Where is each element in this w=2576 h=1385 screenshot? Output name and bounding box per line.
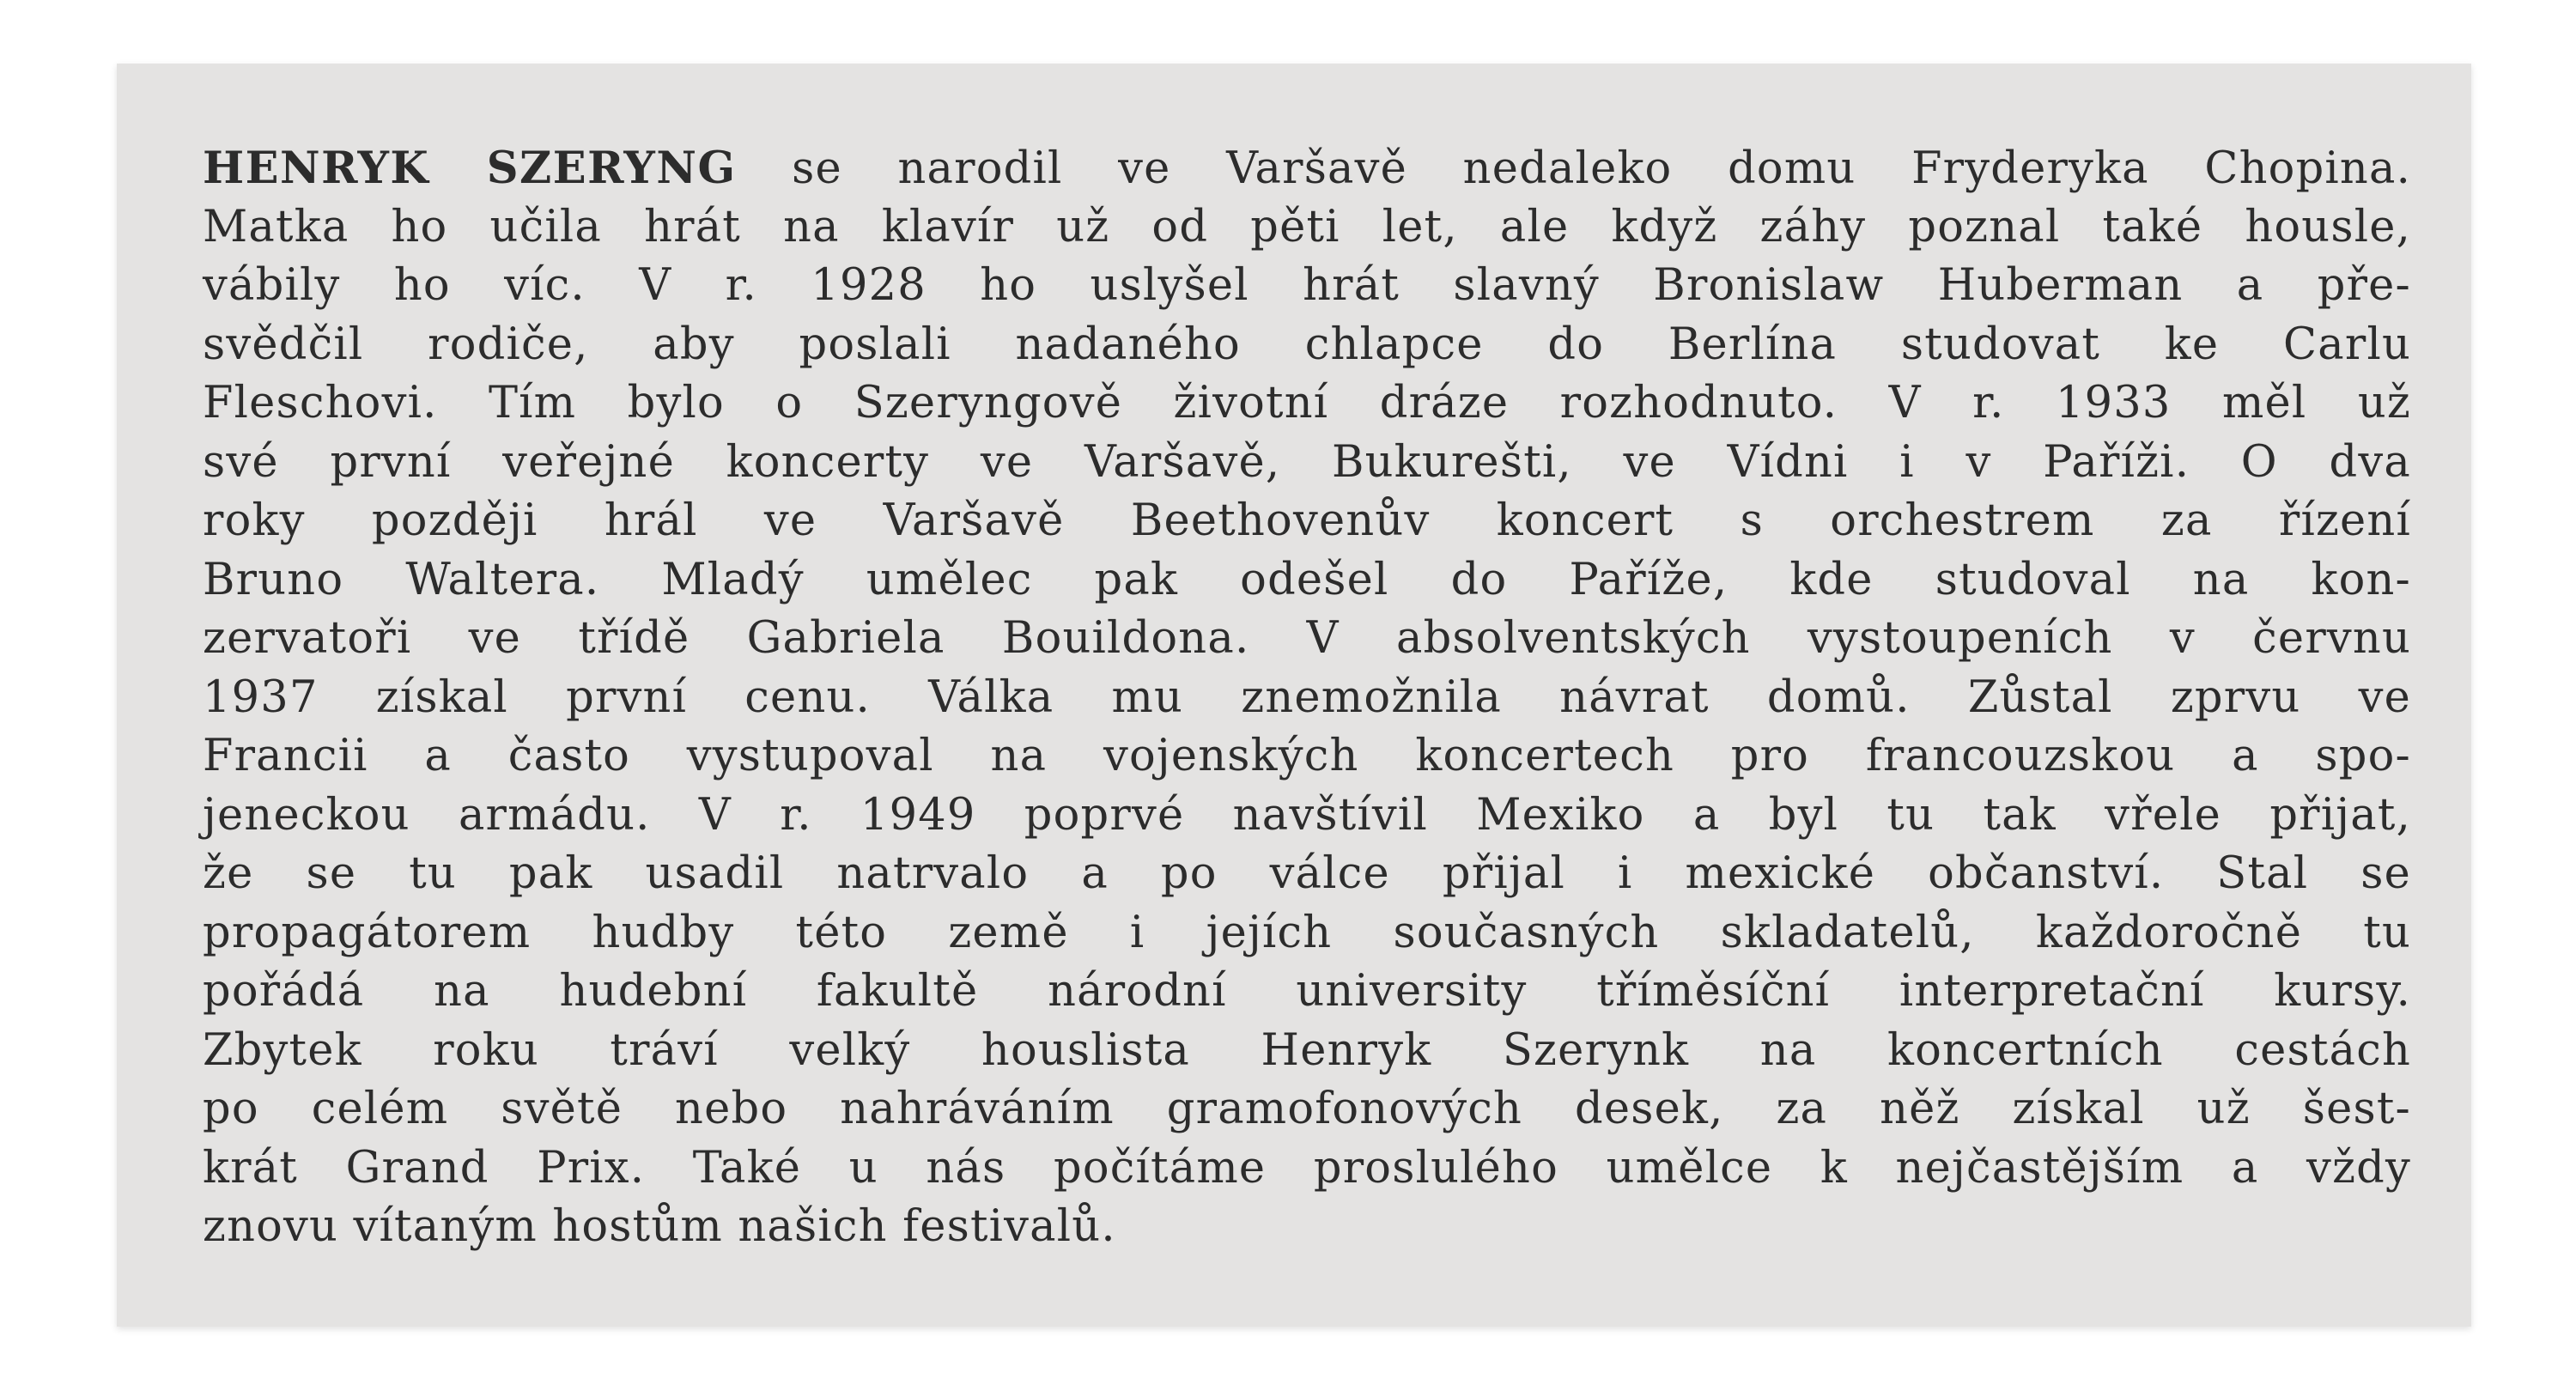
text-line: roky později hrál ve Varšavě Beethovenův koncert s orchestrem za řízení xyxy=(203,495,2411,546)
text-line: svědčil rodiče, aby poslali nadaného chlapce do Berlína studovat ke Carlu xyxy=(203,319,2411,370)
text-line: pořádá na hudební fakultě národní university tříměsíční interpretační kursy. xyxy=(203,966,2411,1017)
text-line-last: znovu vítaným hostům našich festivalů. xyxy=(203,1201,1116,1252)
text-line: Fleschovi. Tím bylo o Szeryngově životní dráze rozhodnuto. V r. 1933 měl už xyxy=(203,378,2411,428)
printed-card xyxy=(117,64,2471,1327)
text-line: zervatoři ve třídě Gabriela Bouildona. V absolventských vystoupeních v červnu xyxy=(203,613,2411,664)
text-line: Bruno Waltera. Mladý umělec pak odešel do Paříže, kde studoval na kon- xyxy=(203,554,2411,605)
lead-name: HENRYK SZERYNG xyxy=(203,143,737,194)
text-line-1 xyxy=(203,139,2411,198)
text-line: propagátorem hudby této země i jejích současných skladatelů, každoročně tu xyxy=(203,907,2411,958)
text-line: po celém světě nebo nahráváním gramofonových desek, za něž získal už šest- xyxy=(203,1084,2411,1134)
text-line: Francii a často vystupoval na vojenských koncertech pro francouzskou a spo- xyxy=(203,731,2411,781)
text-line: vábily ho víc. V r. 1928 ho uslyšel hrát slavný Bronislaw Huberman a pře- xyxy=(203,260,2411,311)
text-line: krát Grand Prix. Také u nás počítáme proslulého umělce k nejčastějším a vždy xyxy=(203,1142,2411,1194)
biography-text xyxy=(203,139,2411,1257)
first-line-rest: se narodil ve Varšavě nedaleko domu Fryderyka Chopina. xyxy=(736,143,2411,194)
text-line: jeneckou armádu. V r. 1949 poprvé navštívil Mexiko a byl tu tak vřele přijat, xyxy=(203,789,2411,841)
text-line: že se tu pak usadil natrvalo a po válce přijal i mexické občanství. Stal se xyxy=(203,848,2411,899)
text-line: 1937 získal první cenu. Válka mu znemožnila návrat domů. Zůstal zprvu ve xyxy=(203,671,2411,723)
text-line: své první veřejné koncerty ve Varšavě, Bukurešti, ve Vídni i v Paříži. O dva xyxy=(203,436,2411,488)
text-line: Zbytek roku tráví velký houslista Henryk Szerynk na koncertních cestách xyxy=(203,1024,2411,1076)
text-line: Matka ho učila hrát na klavír už od pěti let, ale když záhy poznal také housle, xyxy=(203,201,2411,252)
